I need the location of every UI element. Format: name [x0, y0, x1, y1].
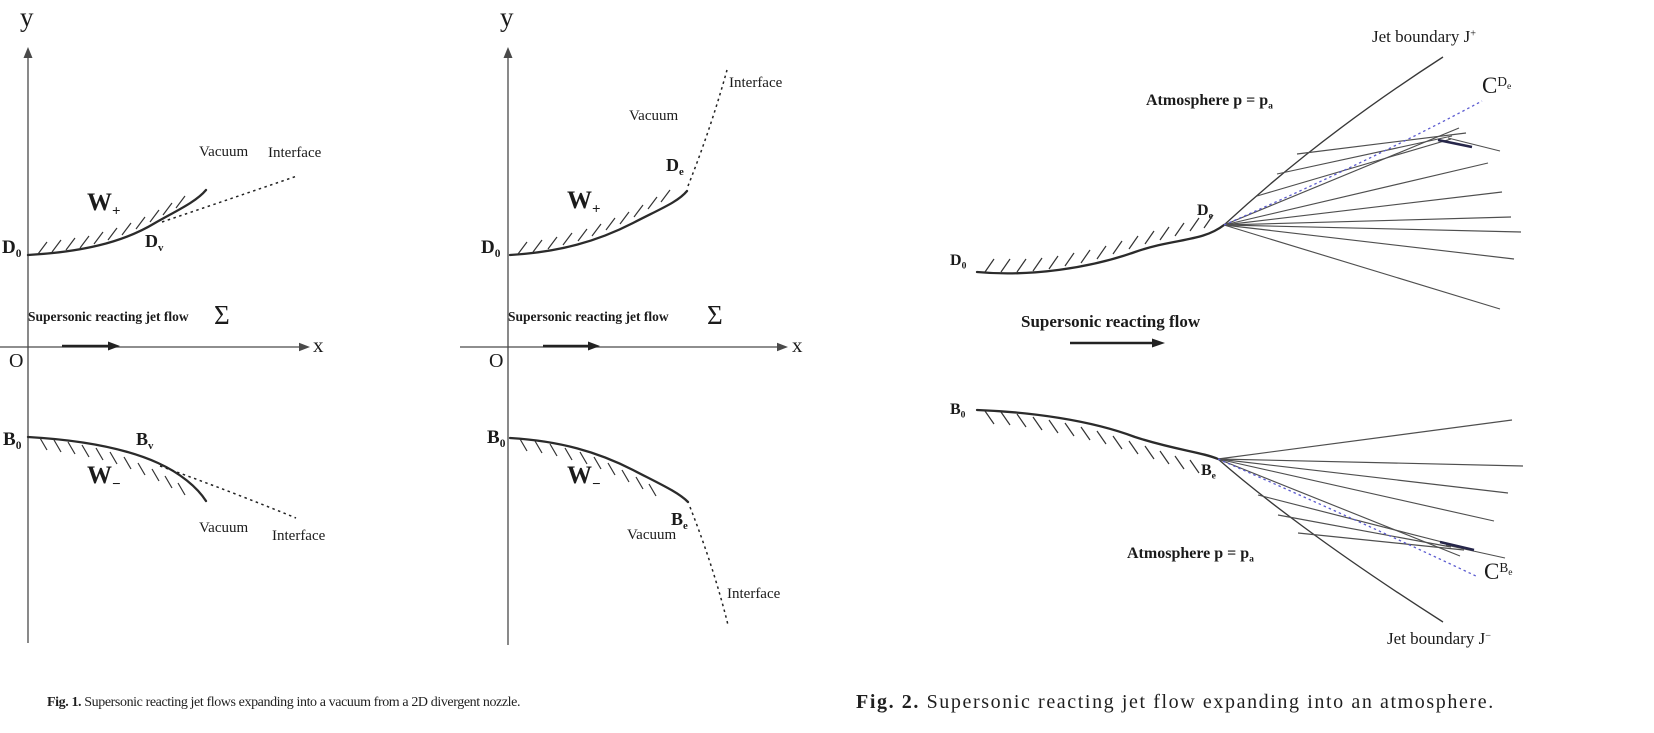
wall-hatch-mark	[985, 259, 994, 272]
wall-hatch-mark	[606, 218, 615, 230]
wall-hatch-mark	[124, 457, 131, 469]
fig1-right-flow-label: Supersonic reacting jet flow	[508, 309, 669, 324]
wall-hatch-mark	[550, 444, 557, 456]
wall-hatch-mark	[165, 476, 172, 488]
wall-hatch-mark	[1160, 451, 1169, 464]
fig1-left-interface-lower-label: Interface	[272, 528, 326, 544]
fig1-right-point-d0: $D_0$	[481, 237, 501, 260]
fig1-right-sigma-label: Σ	[707, 300, 723, 330]
fig1-caption-tag: Fig. 1.	[47, 695, 82, 710]
wall-hatch-mark	[178, 483, 185, 495]
fig1-right-point-be: $B_e$	[671, 509, 688, 532]
wall-hatch-mark	[520, 439, 527, 451]
wall-hatch-mark	[649, 484, 656, 496]
fig1-left-origin-label: O	[9, 350, 24, 372]
wall-hatch-mark	[1145, 446, 1154, 459]
fig1-right-point-de: $D_e$	[666, 155, 684, 178]
fig1-left-wall-upper-label: $W_+$	[87, 189, 121, 220]
fig2-expansion-fan-lower	[1218, 420, 1523, 558]
fig1-right-interface-upper	[688, 70, 727, 186]
wall-hatch-mark	[661, 190, 670, 202]
fig1-right-point-b0: $B_0$	[487, 427, 506, 450]
wall-hatch-mark	[578, 229, 587, 241]
wall-hatch-mark	[1097, 431, 1106, 444]
wall-hatch-mark	[54, 440, 61, 452]
fig1-right-y-axis-label: y	[500, 2, 514, 32]
fig2-characteristic-upper-label: CDe	[1482, 73, 1512, 98]
fig1-right-axes	[460, 47, 788, 645]
wall-hatch-mark	[636, 477, 643, 489]
fig1-left-axes	[0, 47, 310, 643]
wall-hatch-mark	[80, 236, 89, 248]
wall-hatch-mark	[96, 448, 103, 460]
wall-hatch-mark	[122, 223, 131, 235]
fig1-right-origin-label: O	[489, 350, 504, 372]
fig1-right-interface-lower-label: Interface	[727, 586, 781, 602]
fig1-right-wall-upper-label: $W_+$	[567, 187, 601, 218]
wall-hatch-mark	[518, 242, 527, 254]
wall-hatch-mark	[592, 224, 601, 236]
fig2-jet-boundary-lower	[1218, 459, 1443, 622]
fig1-caption	[47, 695, 520, 711]
fig1-right-flow-arrow	[543, 342, 600, 351]
fig2-jet-boundary-lower-label: Jet boundary J−	[1387, 629, 1491, 648]
fig1-left-point-b0: $B_0$	[3, 429, 22, 452]
wall-hatch-mark	[563, 233, 572, 245]
wall-hatch-mark	[1113, 436, 1122, 449]
wall-hatch-mark	[1190, 460, 1199, 473]
wall-hatch-mark	[620, 212, 629, 224]
wall-hatch-mark	[66, 238, 75, 250]
fig2-point-b0: $B_0$	[950, 401, 966, 421]
wall-hatch-mark	[985, 411, 994, 424]
wall-hatch-mark	[1017, 414, 1026, 427]
wall-hatch-mark	[648, 197, 657, 209]
wall-hatch-mark	[1033, 417, 1042, 430]
fig1-left-vacuum-lower-label: Vacuum	[199, 520, 249, 536]
wall-hatch-mark	[52, 240, 61, 252]
wall-hatch-mark	[136, 217, 145, 229]
wall-hatch-mark	[40, 438, 47, 450]
wall-hatch-mark	[68, 442, 75, 454]
wall-hatch-mark	[1001, 412, 1010, 425]
wall-hatch-mark	[1160, 227, 1169, 240]
fig1-right-x-axis-label: x	[792, 333, 803, 357]
fig1-caption-text: Supersonic reacting jet flows expanding into a vacuum from a 2D divergent nozzle.	[81, 695, 521, 710]
fig1-right-wall-lower-label: $W_-$	[567, 462, 601, 493]
wall-hatch-mark	[1097, 246, 1106, 259]
wall-hatch-mark	[1175, 456, 1184, 469]
fig2-expansion-fan-upper	[1224, 128, 1521, 309]
wall-hatch-mark	[82, 445, 89, 457]
wall-hatch-mark	[1033, 258, 1042, 271]
fig1-left-flow-label: Supersonic reacting jet flow	[28, 309, 189, 324]
wall-hatch-mark	[38, 242, 47, 254]
fig2-caption	[856, 691, 1495, 714]
wall-hatch-mark	[548, 237, 557, 249]
fig1-left-sigma-label: Σ	[214, 300, 230, 330]
fig2-jet-boundary-upper-label: Jet boundary J+	[1372, 27, 1476, 46]
fig2-atmosphere-lower-label: Atmosphere $p = p_a$	[1127, 545, 1254, 565]
wall-hatch-mark	[1049, 420, 1058, 433]
wall-hatch-mark	[1065, 423, 1074, 436]
fig2-caption-text: Supersonic reacting jet flow expanding into an atmosphere.	[919, 691, 1495, 713]
fig1-left-interface-upper-label: Interface	[268, 145, 322, 161]
wall-hatch-mark	[622, 470, 629, 482]
wall-hatch-mark	[1129, 236, 1138, 249]
wall-hatch-mark	[108, 228, 117, 240]
fig1-left-x-axis-label: x	[313, 333, 324, 357]
fig1-left-flow-arrow	[62, 342, 120, 351]
fig2-atmosphere-upper-label: Atmosphere $p = p_a$	[1146, 92, 1273, 112]
fig2-point-d0: $D_0$	[950, 252, 967, 272]
fig2-flow-arrow	[1070, 339, 1165, 348]
fig1-right-vacuum-upper-label: Vacuum	[629, 108, 679, 124]
fig1-right-vacuum-lower-label: Vacuum	[627, 527, 677, 543]
fig2-point-be: $B_e$	[1201, 462, 1216, 482]
wall-hatch-mark	[1129, 441, 1138, 454]
fig2-point-de: $D_e$	[1197, 202, 1213, 222]
wall-hatch-mark	[94, 232, 103, 244]
wall-hatch-mark	[1081, 427, 1090, 440]
wall-hatch-mark	[1081, 250, 1090, 263]
wall-hatch-mark	[533, 240, 542, 252]
fig2-flow-label: Supersonic reacting flow	[1021, 312, 1201, 331]
wall-hatch-mark	[535, 441, 542, 453]
fig1-right-interface-upper-label: Interface	[729, 75, 783, 91]
wall-hatch-mark	[1065, 253, 1074, 266]
wall-hatch-mark	[565, 448, 572, 460]
fig1-left-point-bv: $B_v$	[136, 429, 154, 452]
fig2-characteristic-lower-label: $C^{B_e}$	[1484, 559, 1513, 584]
fig1-left-point-dv: $D_v$	[145, 231, 164, 254]
wall-hatch-mark	[1145, 231, 1154, 244]
wall-hatch-mark	[1049, 256, 1058, 269]
wall-hatch-mark	[1017, 259, 1026, 272]
fig1-left-point-d0: $D_0$	[2, 237, 22, 260]
fig2-caption-tag: Fig. 2.	[856, 691, 920, 713]
wall-hatch-mark	[1001, 259, 1010, 272]
wall-hatch-mark	[1190, 218, 1199, 231]
fig2-nozzle-wall-lower	[977, 410, 1218, 473]
fig1-right-interface-lower	[690, 507, 728, 625]
wall-hatch-mark	[634, 205, 643, 217]
fig1-left-y-axis-label: y	[20, 2, 34, 32]
wall-hatch-mark	[1113, 241, 1122, 254]
fig1-left-interface-lower	[160, 466, 296, 518]
wall-hatch-mark	[1175, 223, 1184, 236]
wall-hatch-mark	[138, 463, 145, 475]
wall-hatch-mark	[152, 469, 159, 481]
wall-hatch-mark	[608, 463, 615, 475]
fig2-nozzle-wall-upper	[977, 215, 1224, 273]
fig1-left-vacuum-upper-label: Vacuum	[199, 144, 249, 160]
fig1-left-wall-lower-label: $W_-$	[87, 462, 121, 493]
